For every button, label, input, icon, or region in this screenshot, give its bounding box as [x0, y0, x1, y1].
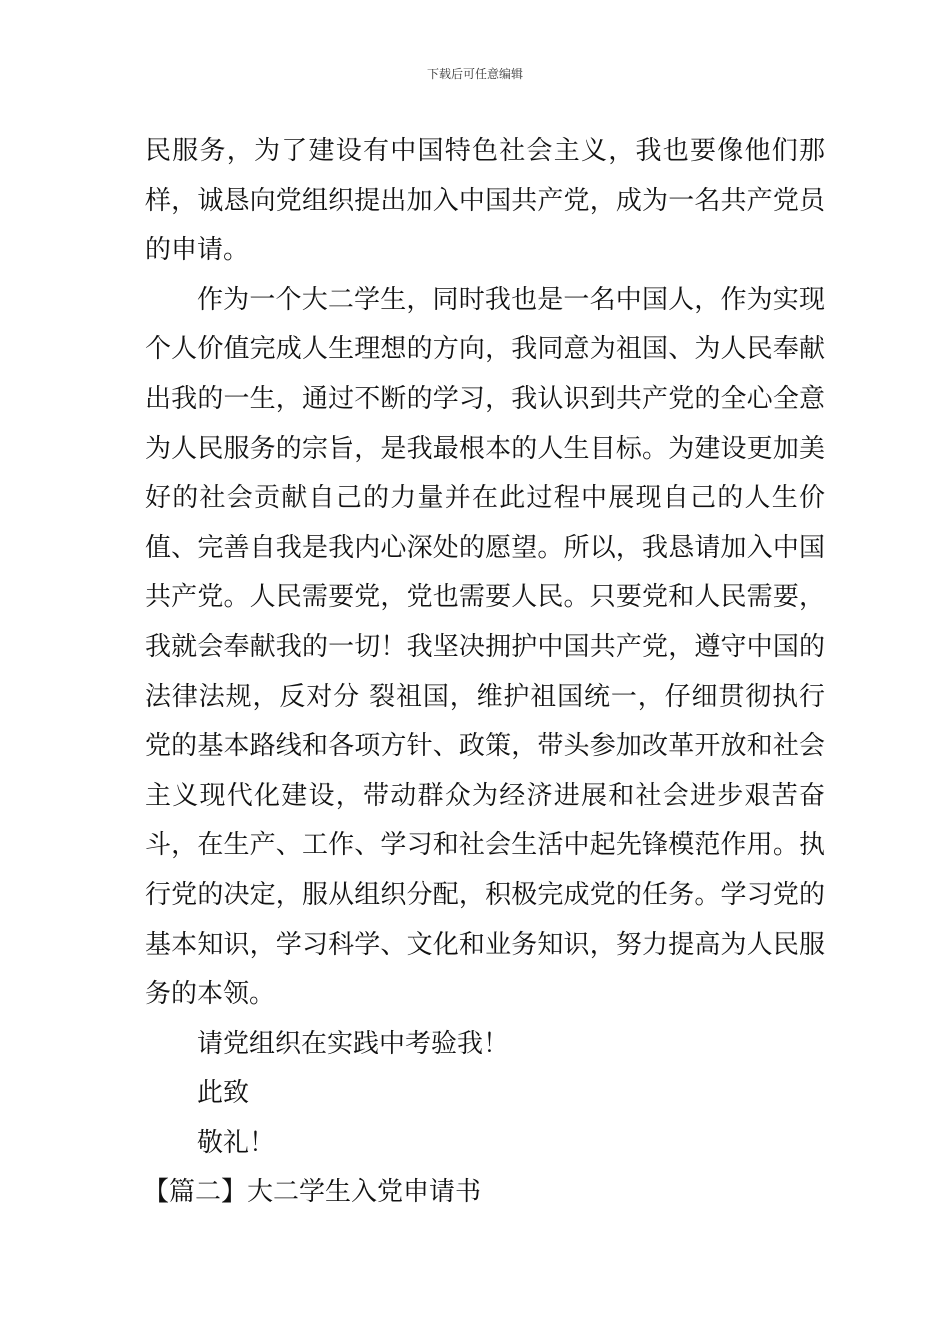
paragraph-continuation: 民服务，为了建设有中国特色社会主义，我也要像他们那样，诚恳向党组织提出加入中国共产党，成为一名共产党员的申请。 [145, 136, 825, 266]
closing-request: 请党组织在实践中考验我！ [197, 1028, 510, 1059]
document-body [145, 127, 825, 1218]
section-heading: 【篇二】大二学生入党申请书 [143, 1177, 482, 1208]
paragraph-main: 作为一个大二学生，同时我也是一名中国人，作为实现个人价值完成人生理想的方向，我同意为祖国、为人民奉献出我的一生，通过不断的学习，我认识到共产党的全心全意为人民服务的宗旨，是我最根本的人生目标。为建设更加美好的社会贡献自己的力量并在此过程中展现自己的人生价值、完善自我是我内心深处的愿望。所以，我恳请加入中国共产党。人民需要党，党也需要人民。只要党和人民需要，我就会奉献我的一切！我坚决拥护中国共产党，遵守中国的法律法规，反对分 裂祖国，维护祖国统一，仔细贯彻执行党的基本路线和各项方针、政策，带头参加改革开放和社会主义现代化建设，带动群众为经济进展和社会进步艰苦奋斗，在生产、工作、学习和社会生活中起先锋模范作用。执行党的决定，服从组织分配，积极完成党的任务。学习党的基本知识，学习科学、文化和业务知识，努力提高为人民服务的本领。 [145, 284, 825, 1010]
closing-regards: 敬礼！ [197, 1127, 276, 1158]
page-header-note: 下载后可任意编辑 [426, 67, 523, 81]
closing-salutation: 此致 [197, 1078, 250, 1109]
